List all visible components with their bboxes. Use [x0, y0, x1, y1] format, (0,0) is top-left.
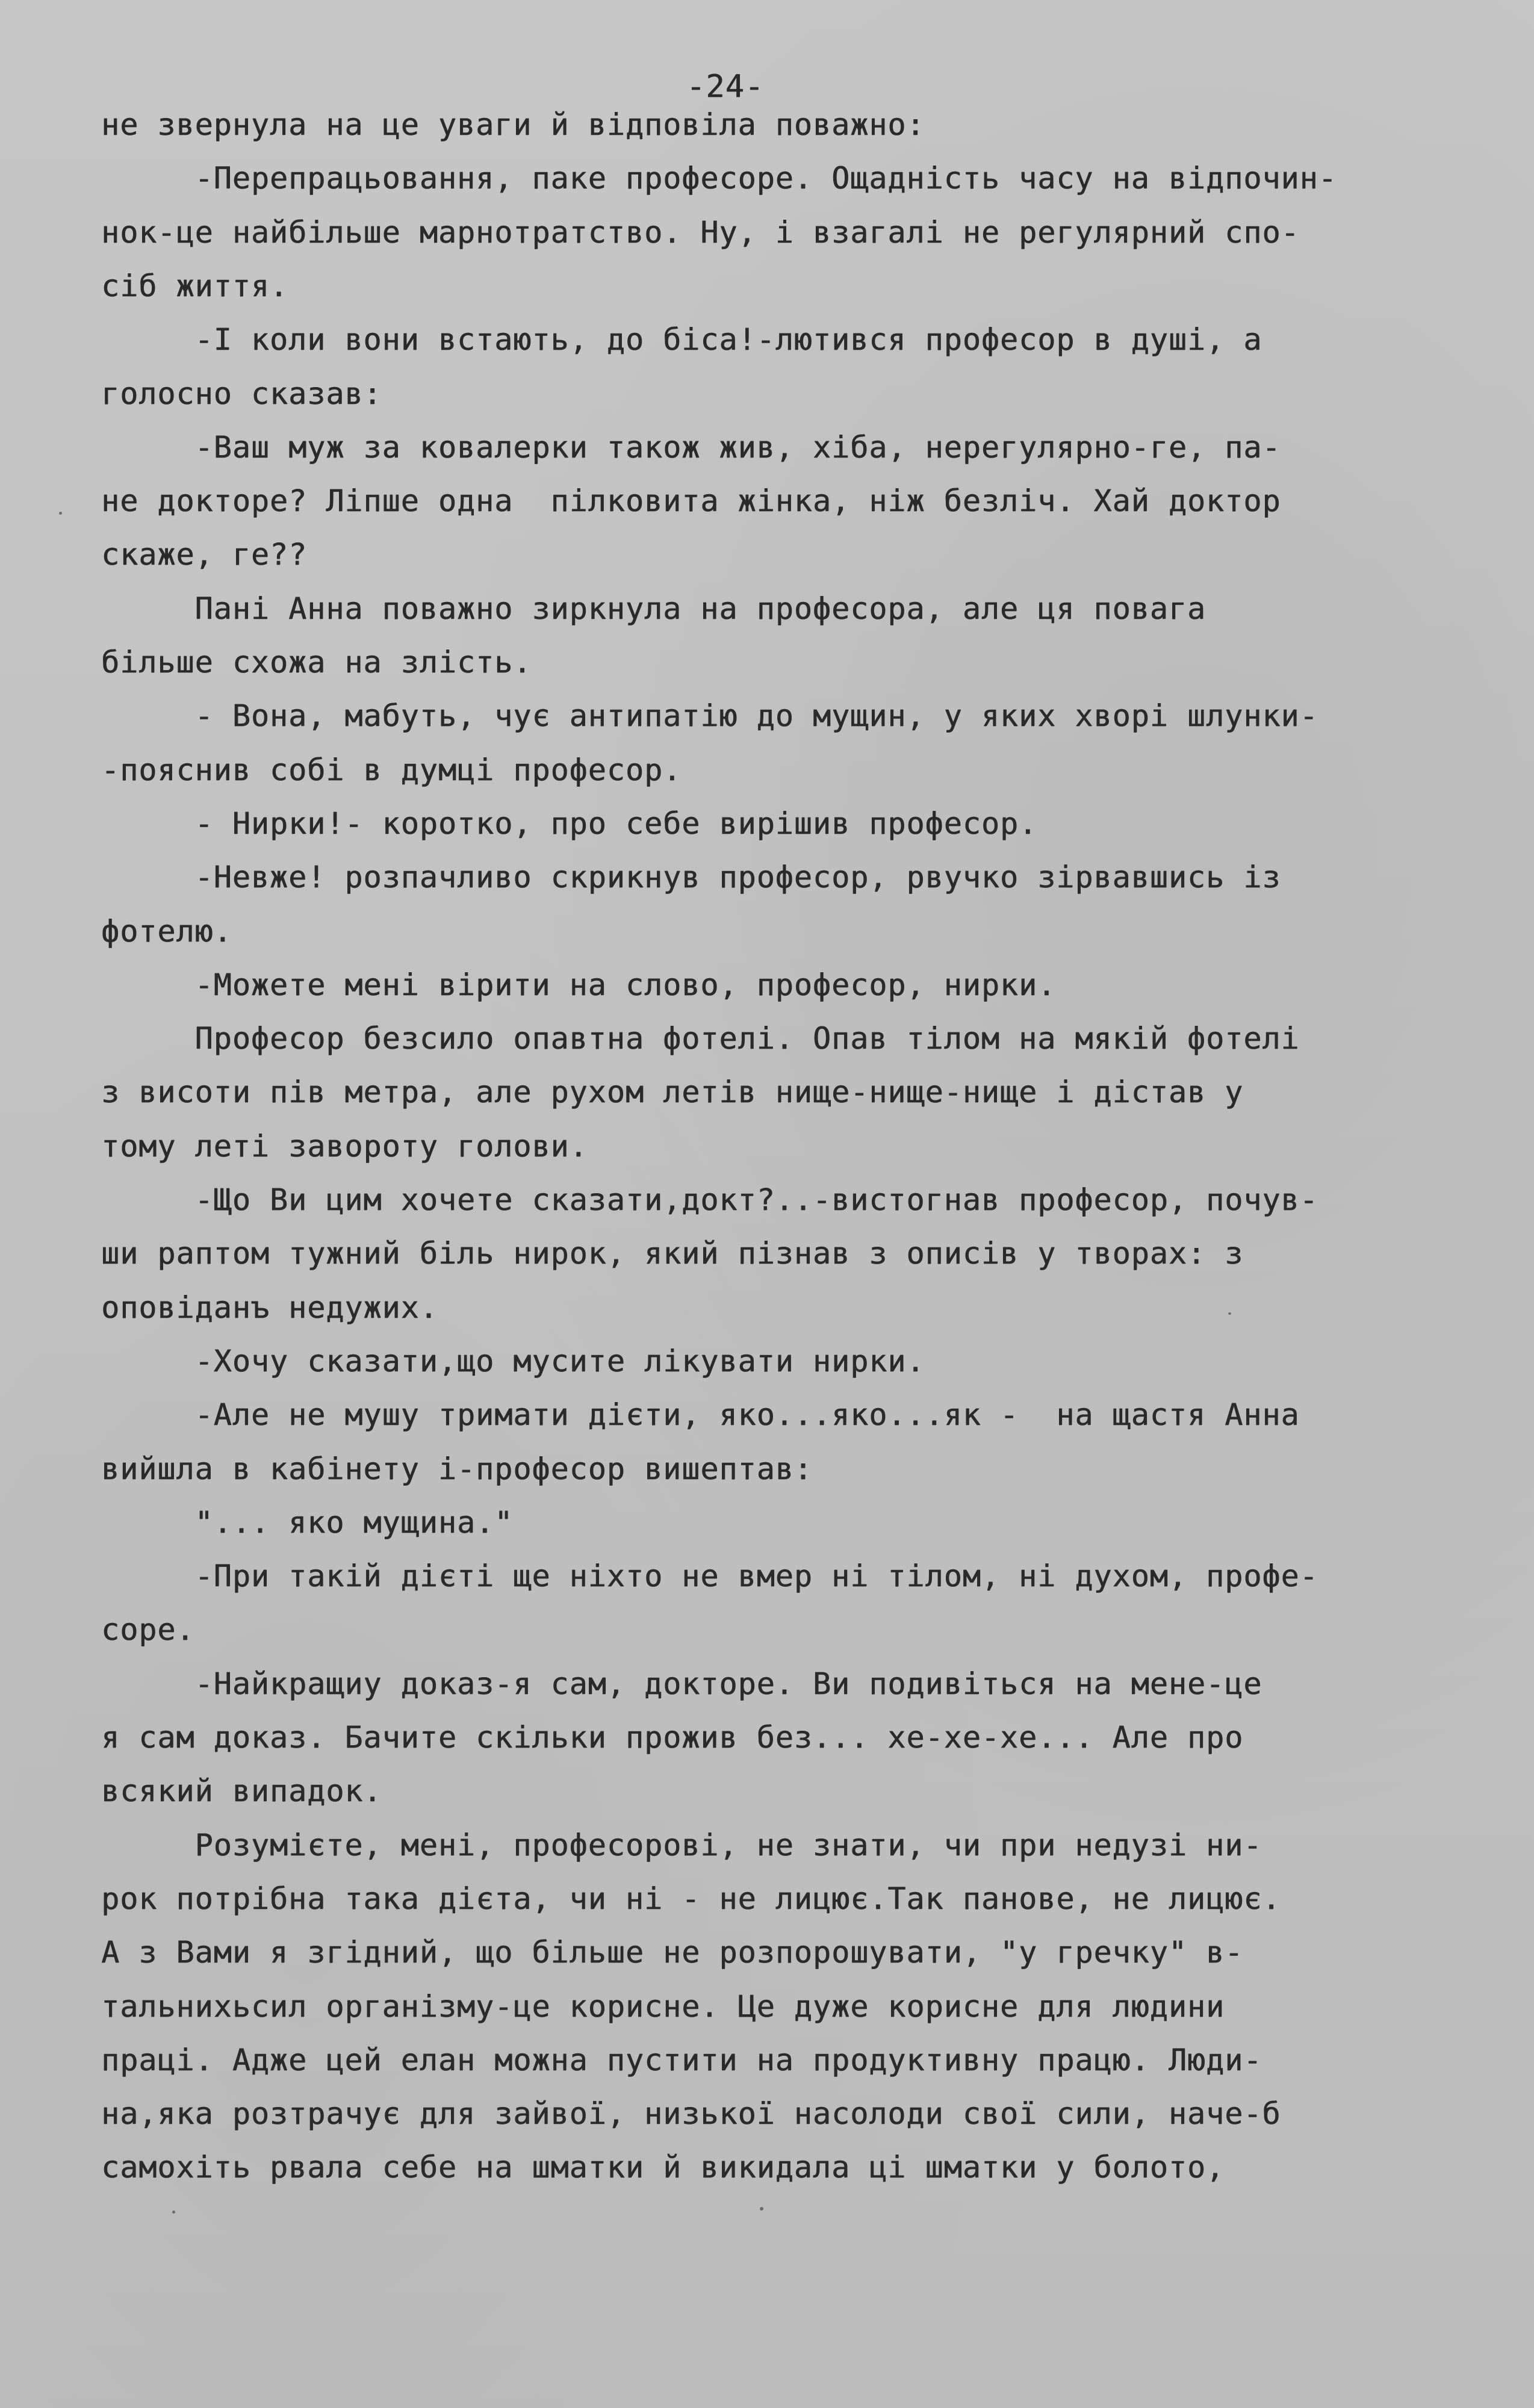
ink-speck: [1228, 1312, 1231, 1315]
text-line: -Що Ви цим хочете сказати,докт?..-вистогнав професор, почув-: [101, 1182, 1318, 1217]
text-line: -Можете мені вірити на слово, професор, нирки.: [101, 967, 1057, 1002]
text-line: скаже, ге??: [101, 537, 308, 572]
text-line: ши раптом тужний біль нирок, який пізнав з описів у творах: з: [101, 1236, 1244, 1271]
text-line: Професор безсило опавтна фотелі. Опав тілом на мякій фотелі: [101, 1021, 1300, 1056]
text-line: тому леті завороту голови.: [101, 1129, 588, 1164]
text-line: всякий випадок.: [101, 1773, 382, 1808]
text-line: сіб життя.: [101, 268, 289, 303]
text-line: "... яко мущина.": [101, 1505, 514, 1540]
ink-speck: [760, 2207, 763, 2211]
ink-speck: [172, 2211, 175, 2214]
text-line: оповіданъ недужих.: [101, 1290, 438, 1325]
text-line: вийшла в кабінету і-професор вишептав:: [101, 1451, 813, 1486]
text-line: праці. Адже цей елан можна пустити на продуктивну працю. Люди-: [101, 2043, 1262, 2078]
text-line: тальнихьсил організму-це корисне. Це дуже корисне для людини: [101, 1989, 1225, 2024]
text-line: -При такій дієті ще ніхто не вмер ні тілом, ні духом, профе-: [101, 1559, 1318, 1593]
text-line: -Невже! розпачливо скрикнув професор, рвучко зірвавшись із: [101, 860, 1281, 895]
text-line: голосно сказав:: [101, 376, 382, 411]
page-number: -24-: [686, 69, 765, 105]
text-line: -Ваш муж за ковалерки також жив, хіба, нерегулярно-ге, па-: [101, 430, 1281, 465]
text-line: -Перепрацьовання, паке професоре. Ощадність часу на відпочин-: [101, 161, 1337, 196]
text-line: більше схожа на злість.: [101, 645, 532, 680]
text-line: самохіть рвала себе на шматки й викидала ці шматки у болото,: [101, 2150, 1225, 2185]
text-line: нок-це найбільше марнотратство. Ну, і взагалі не регулярний спо-: [101, 215, 1300, 250]
text-line: з висоти пів метра, але рухом летів нище-нище-нище і дістав у: [101, 1075, 1244, 1109]
text-line: не докторе? Ліпше одна пілковита жінка, ніж безліч. Хай доктор: [101, 483, 1281, 518]
text-line: -пояснив собі в думці професор.: [101, 752, 682, 787]
text-line: фотелю.: [101, 914, 232, 949]
text-line: Пані Анна поважно зиркнула на професора, але ця повага: [101, 591, 1206, 626]
text-line: - Вона, мабуть, чує антипатію до мущин, у яких хворі шлунки-: [101, 698, 1318, 733]
text-line: Розумієте, мені, професорові, не знати, чи при недузі ни-: [101, 1828, 1262, 1863]
text-line: на,яка розтрачує для зайвої, низької насолоди свої сили, наче-б: [101, 2096, 1281, 2131]
text-line: -І коли вони встають, до біса!-лютився професор в душі, а: [101, 322, 1262, 357]
text-line: А з Вами я згідний, що більше не розпорошувати, "у гречку" в-: [101, 1935, 1244, 1970]
text-line: - Нирки!- коротко, про себе вирішив професор.: [101, 806, 1038, 841]
ink-speck: [59, 512, 62, 515]
text-line: -Але не мушу тримати дієти, яко...яко...як - на щастя Анна: [101, 1397, 1300, 1432]
text-line: не звернула на це уваги й відповіла поважно:: [101, 107, 925, 142]
text-line: -Найкращиу доказ-я сам, докторе. Ви подивіться на мене-це: [101, 1666, 1262, 1701]
text-line: соре.: [101, 1612, 195, 1647]
text-line: я сам доказ. Бачите скільки прожив без... хе-хе-хе... Але про: [101, 1720, 1244, 1755]
text-line: -Хочу сказати,що мусите лікувати нирки.: [101, 1344, 925, 1379]
text-line: рок потрібна така дієта, чи ні - не лицює.Так панове, не лицює.: [101, 1881, 1281, 1916]
